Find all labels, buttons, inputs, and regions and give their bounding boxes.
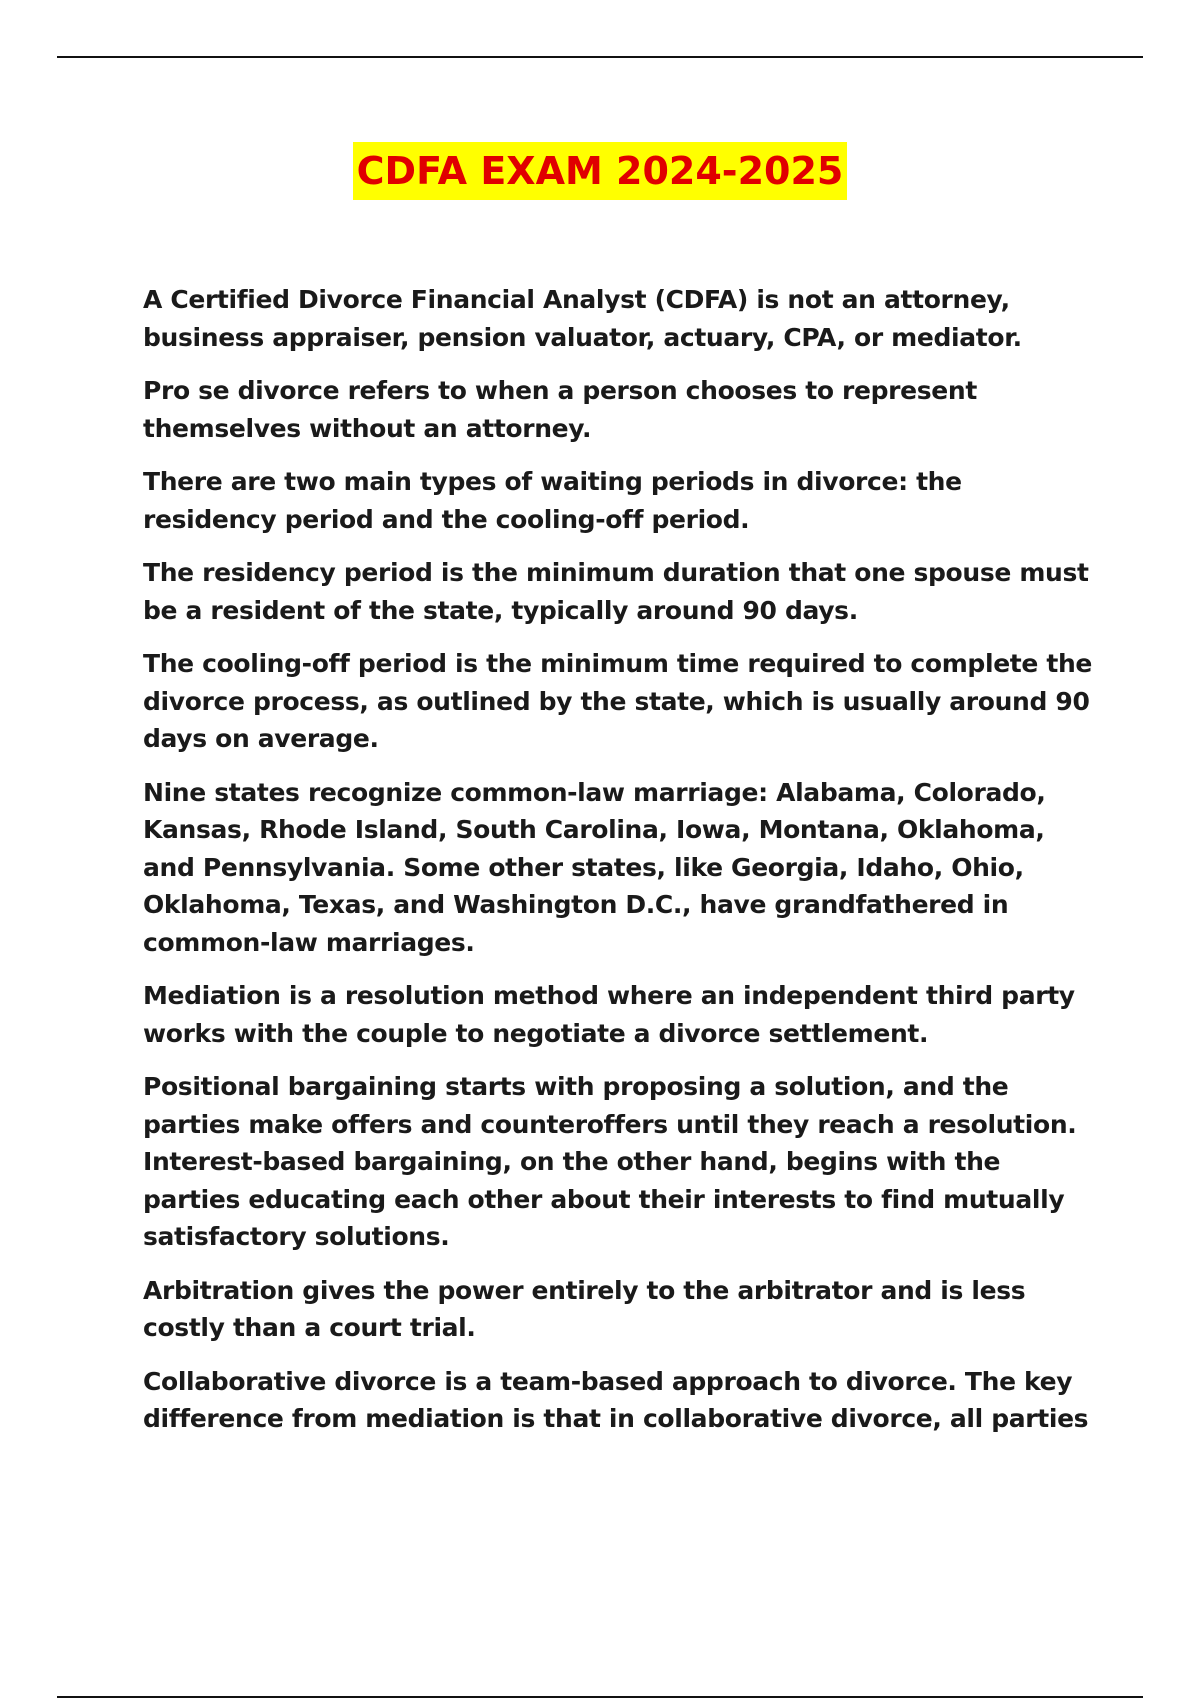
- page-title: CDFA EXAM 2024-2025: [353, 142, 848, 200]
- document-body: [143, 281, 1103, 1454]
- paragraph-pro-se: Pro se divorce refers to when a person chooses to represent themselves without an attorney.: [143, 376, 977, 443]
- paragraph-cdfa-definition: A Certified Divorce Financial Analyst (CDFA) is not an attorney, business appraiser, pension valuator, actuary, CPA, or mediator.: [143, 285, 1022, 352]
- paragraph-common-law-marriage: Nine states recognize common-law marriage: Alabama, Colorado, Kansas, Rhode Island, South Carolina, Iowa, Montana, Oklahoma, and Pennsylvania. Some other states, like Georgia, Idaho, Ohio, Oklahoma, Texas, and Washington D.C., have grandfathered in common-law marriages.: [143, 777, 1046, 957]
- paragraph-arbitration: Arbitration gives the power entirely to the arbitrator and is less costly than a court trial.: [143, 1275, 1026, 1342]
- title-container: [0, 142, 1200, 200]
- paragraph-residency-period: The residency period is the minimum duration that one spouse must be a resident of the state, typically around 90 days.: [143, 558, 1089, 625]
- paragraph-cooling-off-period: The cooling-off period is the minimum time required to complete the divorce process, as outlined by the state, which is usually around 90 days on average.: [143, 649, 1093, 753]
- paragraph-bargaining: Positional bargaining starts with proposing a solution, and the parties make offers and counteroffers until they reach a resolution. Interest-based bargaining, on the other hand, begins with the parties educating each other about their interests to find mutually satisfactory solutions.: [143, 1072, 1077, 1251]
- paragraph-waiting-periods: There are two main types of waiting periods in divorce: the residency period and the cooling-off period.: [143, 467, 962, 534]
- top-rule: [57, 56, 1143, 58]
- bottom-rule: [57, 1696, 1143, 1698]
- paragraph-collaborative-divorce: Collaborative divorce is a team-based approach to divorce. The key difference from mediation is that in collaborative divorce, all parties: [143, 1366, 1089, 1433]
- paragraph-mediation: Mediation is a resolution method where an independent third party works with the couple to negotiate a divorce settlement.: [143, 981, 1075, 1048]
